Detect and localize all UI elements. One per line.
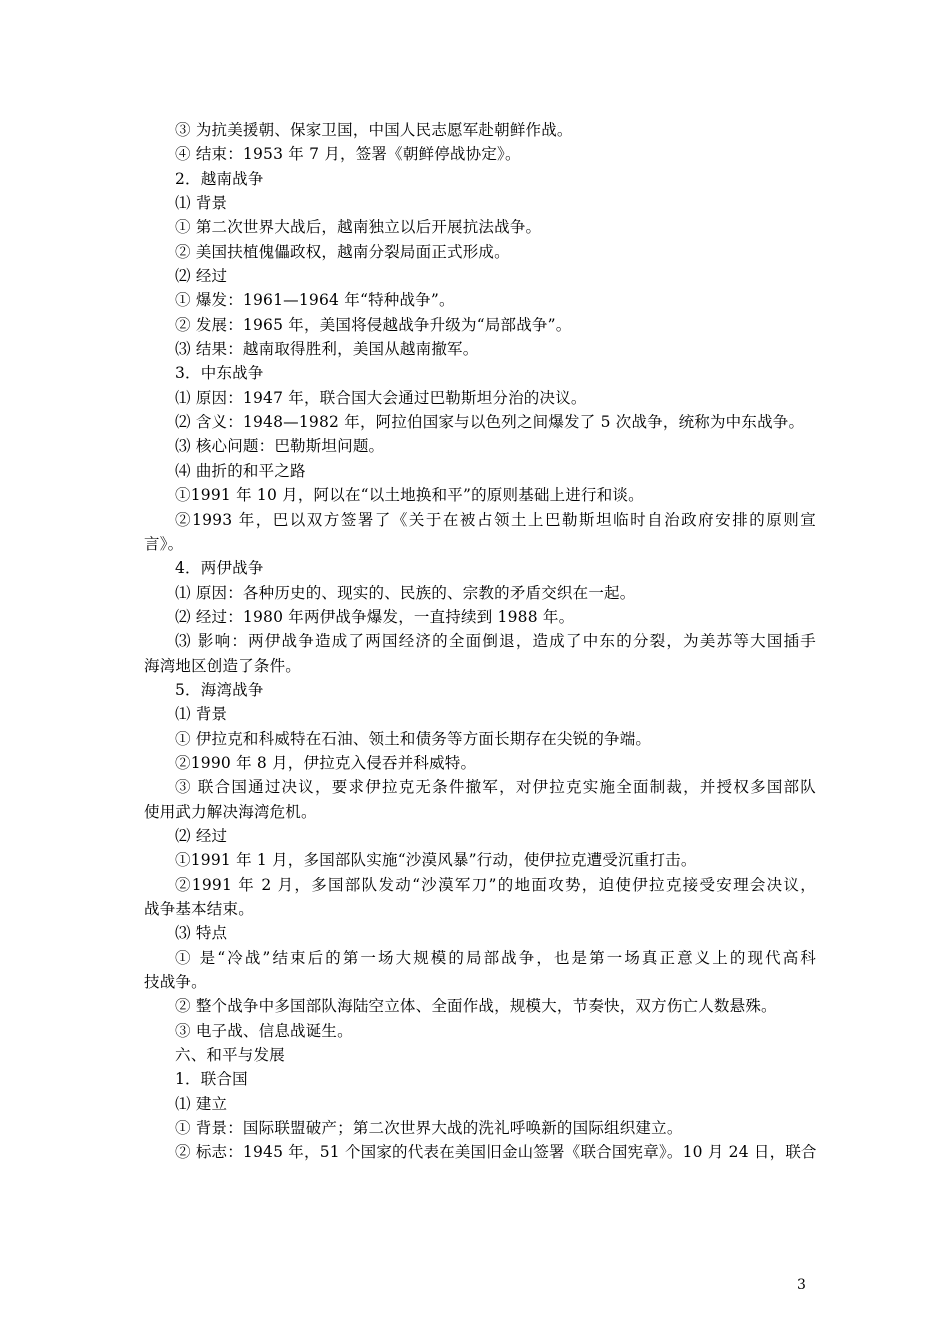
paragraph-line: ④ 结束：1953 年 7 月，签署《朝鲜停战协定》。	[175, 145, 521, 164]
paragraph-line: ⑶ 结果：越南取得胜利，美国从越南撤军。	[175, 340, 479, 359]
paragraph-line: ③ 电子战、信息战诞生。	[175, 1021, 353, 1040]
paragraph-line: ⑶ 特点	[175, 924, 228, 943]
page-number: 3	[797, 1277, 806, 1293]
paragraph-line-continuation: 海湾地区创造了条件。	[144, 656, 302, 675]
paragraph-line: ⑴ 原因：1947 年，联合国大会通过巴勒斯坦分治的决议。	[175, 388, 587, 407]
paragraph-line: ②1993 年，巴以双方签署了《关于在被占领土上巴勒斯坦临时自治政府安排的原则宣	[175, 510, 816, 529]
paragraph-line: ① 爆发：1961—1964 年“特种战争”。	[175, 291, 455, 310]
paragraph-line: ②1990 年 8 月，伊拉克入侵吞并科威特。	[175, 753, 477, 772]
paragraph-line: ⑶ 影响：两伊战争造成了两国经济的全面倒退，造成了中东的分裂，为美苏等大国插手	[175, 632, 816, 651]
paragraph-line: 2．越南战争	[175, 169, 264, 188]
paragraph-line: ⑷ 曲折的和平之路	[175, 461, 306, 480]
paragraph-line: ③ 联合国通过决议，要求伊拉克无条件撤军，对伊拉克实施全面制裁，并授权多国部队	[175, 778, 816, 797]
paragraph-line: ② 发展：1965 年，美国将侵越战争升级为“局部战争”。	[175, 315, 572, 334]
paragraph-line: ⑴ 背景	[175, 194, 228, 213]
paragraph-line: ⑴ 原因：各种历史的、现实的、民族的、宗教的矛盾交织在一起。	[175, 583, 636, 602]
paragraph-line-continuation: 技战争。	[144, 973, 207, 992]
paragraph-line: 1．联合国	[175, 1070, 248, 1089]
paragraph-line: ① 是“冷战”结束后的第一场大规模的局部战争，也是第一场真正意义上的现代高科	[175, 948, 816, 967]
paragraph-line: 六、和平与发展	[175, 1046, 285, 1065]
paragraph-line: ①1991 年 1 月，多国部队实施“沙漠风暴”行动，使伊拉克遭受沉重打击。	[175, 851, 697, 870]
paragraph-line: ⑶ 核心问题：巴勒斯坦问题。	[175, 437, 385, 456]
body-text	[144, 118, 816, 1165]
paragraph-line: 3．中东战争	[175, 364, 264, 383]
paragraph-line: ⑵ 含义：1948—1982 年，阿拉伯国家与以色列之间爆发了 5 次战争，统称为中东战争。	[175, 413, 805, 432]
paragraph-line: ⑴ 建立	[175, 1094, 228, 1113]
paragraph-line: ② 标志：1945 年，51 个国家的代表在美国旧金山签署《联合国宪章》。10 月 24 日，联合	[175, 1143, 817, 1162]
paragraph-line: ⑵ 经过：1980 年两伊战争爆发，一直持续到 1988 年。	[175, 607, 575, 626]
paragraph-line: ①1991 年 10 月，阿以在“以土地换和平”的原则基础上进行和谈。	[175, 486, 644, 505]
paragraph-line: 4．两伊战争	[175, 559, 264, 578]
paragraph-line-continuation: 使用武力解决海湾危机。	[144, 802, 317, 821]
paragraph-line: ⑴ 背景	[175, 705, 228, 724]
paragraph-line: ⑵ 经过	[175, 826, 228, 845]
paragraph-line-continuation: 言》。	[144, 534, 184, 553]
paragraph-line: ③ 为抗美援朝、保家卫国，中国人民志愿军赴朝鲜作战。	[175, 121, 573, 139]
paragraph-line: ② 整个战争中多国部队海陆空立体、全面作战，规模大，节奏快，双方伤亡人数悬殊。	[175, 997, 777, 1016]
paragraph-line-continuation: 战争基本结束。	[144, 900, 254, 918]
paragraph-line: ① 第二次世界大战后，越南独立以后开展抗法战争。	[175, 218, 542, 237]
paragraph-line: ② 美国扶植傀儡政权，越南分裂局面正式形成。	[175, 242, 510, 261]
paragraph-line: ① 伊拉克和科威特在石油、领土和债务等方面长期存在尖锐的争端。	[175, 729, 652, 748]
paragraph-line: ① 背景：国际联盟破产；第二次世界大战的洗礼呼唤新的国际组织建立。	[175, 1119, 683, 1138]
paragraph-line: ⑵ 经过	[175, 267, 228, 286]
paragraph-line: 5．海湾战争	[175, 680, 264, 699]
paragraph-line: ②1991 年 2 月，多国部队发动“沙漠军刀”的地面攻势，迫使伊拉克接受安理会决议，	[175, 875, 816, 894]
